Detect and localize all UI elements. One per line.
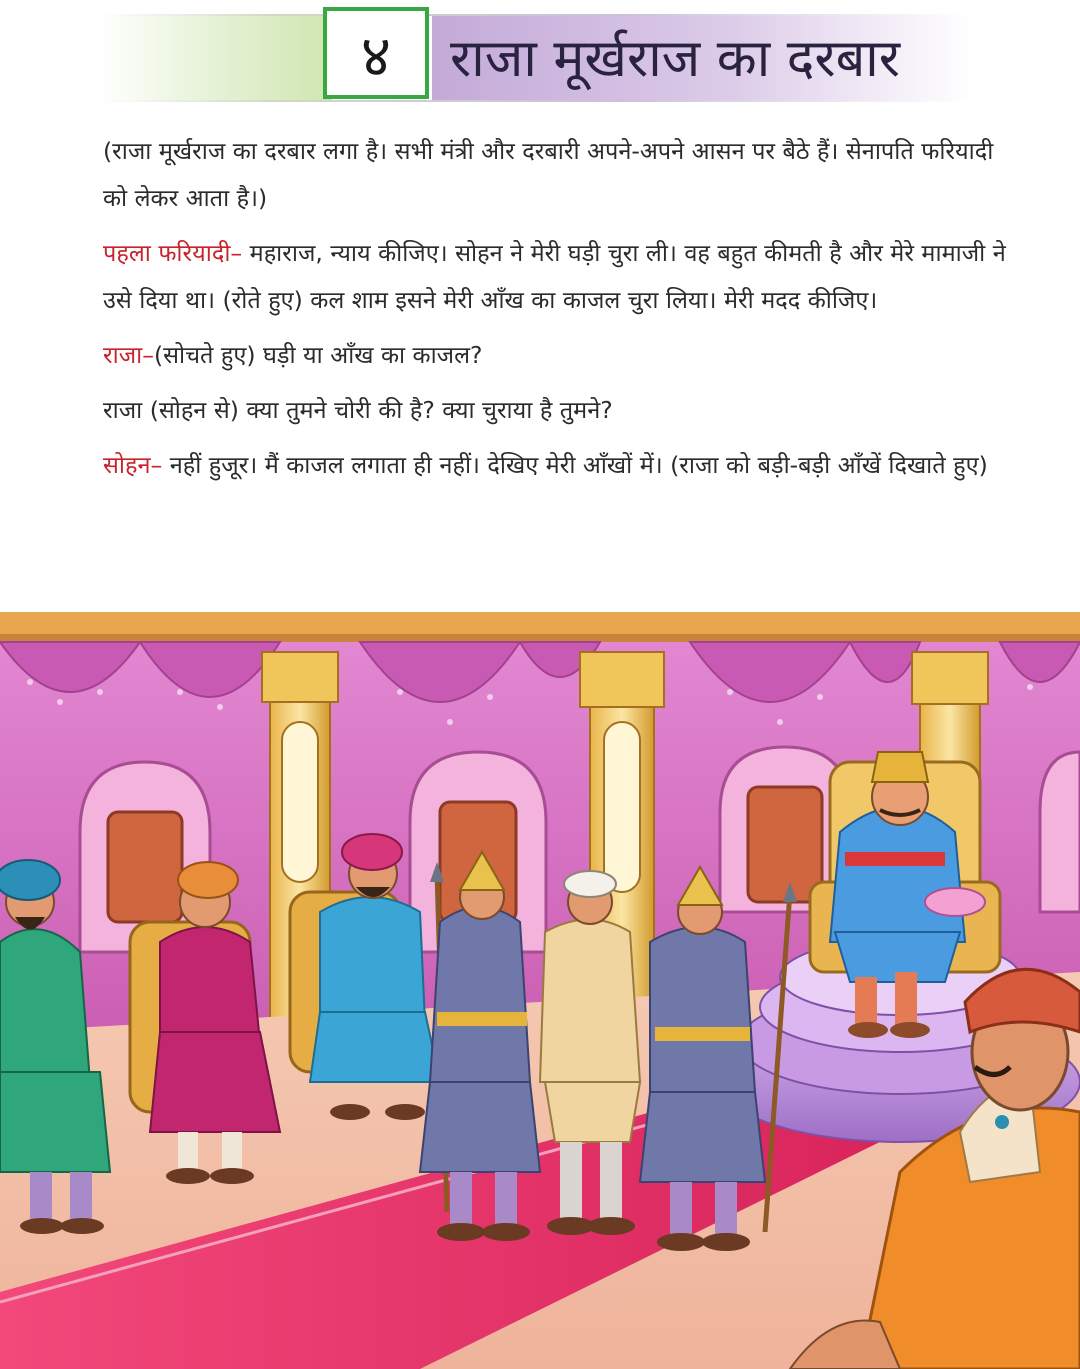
header-rule-top — [100, 14, 970, 16]
paragraph-king-asks — [103, 387, 1008, 434]
chapter-title: राजा मूर्खराज का दरबार — [450, 29, 901, 89]
chapter-number: ४ — [323, 7, 429, 99]
paragraph-text: महाराज, न्याय कीजिए। सोहन ने मेरी घड़ी चुरा ली। वह बहुत कीमती है और मेरे मामाजी ने उसे दिया था। (रोते हुए) कल शाम इसने मेरी आँख का काजल चुरा लिया। मेरी मदद कीजिए। — [103, 239, 1006, 314]
paragraph-intro — [103, 128, 1008, 222]
speaker-label: सोहन– — [103, 451, 163, 479]
chapter-header — [0, 0, 1080, 112]
ceiling-border — [0, 612, 1080, 634]
story-text — [103, 128, 1008, 497]
paragraph-text: नहीं हुजूर। मैं काजल लगाता ही नहीं। देखिए मेरी आँखों में। (राजा को बड़ी-बड़ी आँखें दिखाते हुए) — [162, 451, 988, 479]
header-green-band — [100, 14, 332, 102]
paragraph-text: राजा (सोहन से) क्या तुमने चोरी की है? क्या चुराया है तुमने? — [103, 396, 613, 424]
paragraph-sohan — [103, 442, 1008, 489]
speaker-label: पहला फरियादी– — [103, 239, 243, 267]
paragraph-text: (सोचते हुए) घड़ी या आँख का काजल? — [153, 341, 483, 369]
paragraph-text: (राजा मूर्खराज का दरबार लगा है। सभी मंत्री और दरबारी अपने-अपने आसन पर बैठे हैं। सेनापति फरियादी को लेकर आता है।) — [103, 137, 994, 212]
paragraph-king — [103, 332, 1008, 379]
header-rule-bottom — [100, 100, 970, 102]
paragraph-first-petitioner — [103, 230, 1008, 324]
speaker-label: राजा– — [103, 341, 154, 369]
court-illustration — [0, 612, 1080, 1369]
